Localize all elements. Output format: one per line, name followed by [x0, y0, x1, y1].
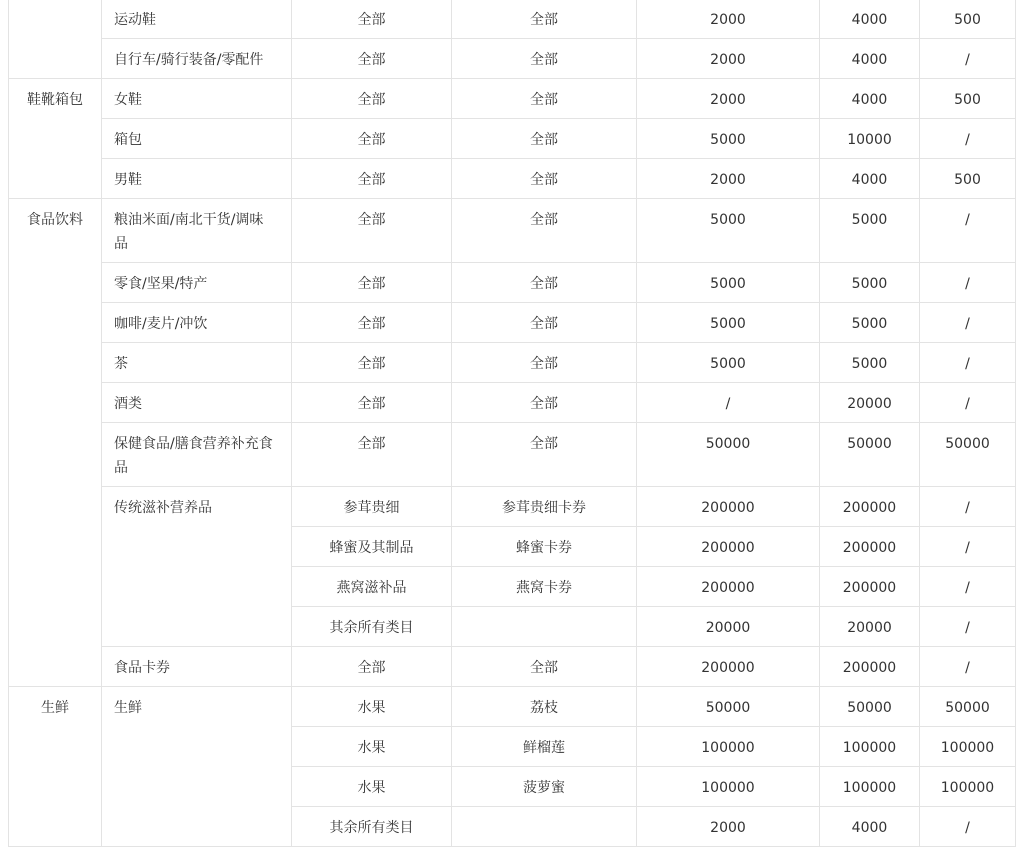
- value-cell: 4000: [820, 807, 920, 847]
- value-cell: /: [637, 383, 820, 423]
- value-cell: 500: [920, 159, 1016, 199]
- class-cell: 全部: [292, 119, 452, 159]
- value-cell: 500: [920, 79, 1016, 119]
- class-cell: 其余所有类目: [292, 607, 452, 647]
- table-row: [9, 303, 1016, 343]
- subcategory-cell: 自行车/骑行装备/零配件: [102, 39, 292, 79]
- category-cell: [9, 0, 102, 79]
- subcategory-cell: 茶: [102, 343, 292, 383]
- value-cell: /: [920, 383, 1016, 423]
- value-cell: 2000: [637, 79, 820, 119]
- table-row: [9, 199, 1016, 263]
- value-cell: /: [920, 303, 1016, 343]
- value-cell: 10000: [820, 119, 920, 159]
- value-cell: 5000: [820, 263, 920, 303]
- value-cell: 4000: [820, 79, 920, 119]
- item-cell: 全部: [452, 263, 637, 303]
- value-cell: /: [920, 487, 1016, 527]
- class-cell: 全部: [292, 79, 452, 119]
- table-row: [9, 487, 1016, 527]
- category-cell: 食品饮料: [9, 199, 102, 687]
- value-cell: 5000: [637, 303, 820, 343]
- item-cell: 燕窝卡券: [452, 567, 637, 607]
- value-cell: 2000: [637, 0, 820, 39]
- value-cell: 50000: [920, 423, 1016, 487]
- value-cell: 20000: [820, 383, 920, 423]
- table-row: [9, 159, 1016, 199]
- value-cell: /: [920, 807, 1016, 847]
- class-cell: 全部: [292, 423, 452, 487]
- value-cell: 50000: [920, 687, 1016, 727]
- item-cell: 全部: [452, 199, 637, 263]
- subcategory-cell: 酒类: [102, 383, 292, 423]
- value-cell: 20000: [820, 607, 920, 647]
- value-cell: 100000: [920, 727, 1016, 767]
- class-cell: 水果: [292, 727, 452, 767]
- value-cell: 50000: [637, 687, 820, 727]
- subcategory-cell: 粮油米面/南北干货/调味品: [102, 199, 292, 263]
- item-cell: 全部: [452, 79, 637, 119]
- value-cell: 100000: [637, 727, 820, 767]
- value-cell: 200000: [637, 647, 820, 687]
- class-cell: 蜂蜜及其制品: [292, 527, 452, 567]
- item-cell: 全部: [452, 159, 637, 199]
- item-cell: 全部: [452, 423, 637, 487]
- category-cell: 鞋靴箱包: [9, 79, 102, 199]
- value-cell: /: [920, 567, 1016, 607]
- subcategory-cell: 箱包: [102, 119, 292, 159]
- class-cell: 全部: [292, 303, 452, 343]
- value-cell: /: [920, 119, 1016, 159]
- value-cell: 50000: [637, 423, 820, 487]
- class-cell: 全部: [292, 343, 452, 383]
- value-cell: /: [920, 39, 1016, 79]
- value-cell: /: [920, 343, 1016, 383]
- value-cell: /: [920, 607, 1016, 647]
- fee-table-container: [8, 0, 1016, 847]
- value-cell: 2000: [637, 807, 820, 847]
- class-cell: 全部: [292, 39, 452, 79]
- subcategory-cell: 传统滋补营养品: [102, 487, 292, 647]
- subcategory-cell: 保健食品/膳食营养补充食品: [102, 423, 292, 487]
- subcategory-cell: 男鞋: [102, 159, 292, 199]
- value-cell: 200000: [637, 487, 820, 527]
- value-cell: 5000: [820, 199, 920, 263]
- value-cell: 50000: [820, 687, 920, 727]
- class-cell: 参茸贵细: [292, 487, 452, 527]
- class-cell: 水果: [292, 687, 452, 727]
- item-cell: 蜂蜜卡券: [452, 527, 637, 567]
- value-cell: 100000: [920, 767, 1016, 807]
- item-cell: 参茸贵细卡券: [452, 487, 637, 527]
- subcategory-cell: 食品卡券: [102, 647, 292, 687]
- item-cell: 全部: [452, 119, 637, 159]
- value-cell: /: [920, 647, 1016, 687]
- value-cell: 100000: [820, 767, 920, 807]
- item-cell: 全部: [452, 343, 637, 383]
- value-cell: /: [920, 199, 1016, 263]
- subcategory-cell: 零食/坚果/特产: [102, 263, 292, 303]
- value-cell: 5000: [637, 263, 820, 303]
- class-cell: 全部: [292, 199, 452, 263]
- table-row: [9, 343, 1016, 383]
- class-cell: 水果: [292, 767, 452, 807]
- value-cell: 2000: [637, 159, 820, 199]
- subcategory-cell: 运动鞋: [102, 0, 292, 39]
- item-cell: 全部: [452, 383, 637, 423]
- subcategory-cell: 生鲜: [102, 687, 292, 847]
- table-row: [9, 79, 1016, 119]
- class-cell: 全部: [292, 159, 452, 199]
- table-row: [9, 423, 1016, 487]
- value-cell: 5000: [820, 303, 920, 343]
- class-cell: 全部: [292, 647, 452, 687]
- item-cell: 菠萝蜜: [452, 767, 637, 807]
- item-cell: 荔枝: [452, 687, 637, 727]
- table-row: [9, 119, 1016, 159]
- class-cell: 全部: [292, 0, 452, 39]
- category-cell: 生鲜: [9, 687, 102, 847]
- value-cell: 5000: [637, 343, 820, 383]
- value-cell: 200000: [820, 487, 920, 527]
- value-cell: 5000: [820, 343, 920, 383]
- subcategory-cell: 女鞋: [102, 79, 292, 119]
- item-cell: 鲜榴莲: [452, 727, 637, 767]
- subcategory-cell: 咖啡/麦片/冲饮: [102, 303, 292, 343]
- item-cell: 全部: [452, 303, 637, 343]
- class-cell: 全部: [292, 263, 452, 303]
- table-row: [9, 0, 1016, 39]
- class-cell: 燕窝滋补品: [292, 567, 452, 607]
- table-row: [9, 39, 1016, 79]
- value-cell: 4000: [820, 39, 920, 79]
- item-cell: 全部: [452, 0, 637, 39]
- value-cell: 50000: [820, 423, 920, 487]
- value-cell: /: [920, 527, 1016, 567]
- item-cell: 全部: [452, 39, 637, 79]
- value-cell: 200000: [820, 527, 920, 567]
- value-cell: 4000: [820, 159, 920, 199]
- value-cell: 200000: [820, 567, 920, 607]
- table-row: [9, 647, 1016, 687]
- value-cell: 5000: [637, 199, 820, 263]
- value-cell: 200000: [637, 567, 820, 607]
- value-cell: 200000: [820, 647, 920, 687]
- table-row: [9, 263, 1016, 303]
- value-cell: 2000: [637, 39, 820, 79]
- value-cell: /: [920, 263, 1016, 303]
- value-cell: 500: [920, 0, 1016, 39]
- table-row: [9, 687, 1016, 727]
- class-cell: 其余所有类目: [292, 807, 452, 847]
- table-row: [9, 383, 1016, 423]
- value-cell: 100000: [820, 727, 920, 767]
- item-cell: [452, 607, 637, 647]
- class-cell: 全部: [292, 383, 452, 423]
- fee-table: [8, 0, 1016, 847]
- value-cell: 5000: [637, 119, 820, 159]
- item-cell: 全部: [452, 647, 637, 687]
- value-cell: 200000: [637, 527, 820, 567]
- value-cell: 100000: [637, 767, 820, 807]
- value-cell: 4000: [820, 0, 920, 39]
- value-cell: 20000: [637, 607, 820, 647]
